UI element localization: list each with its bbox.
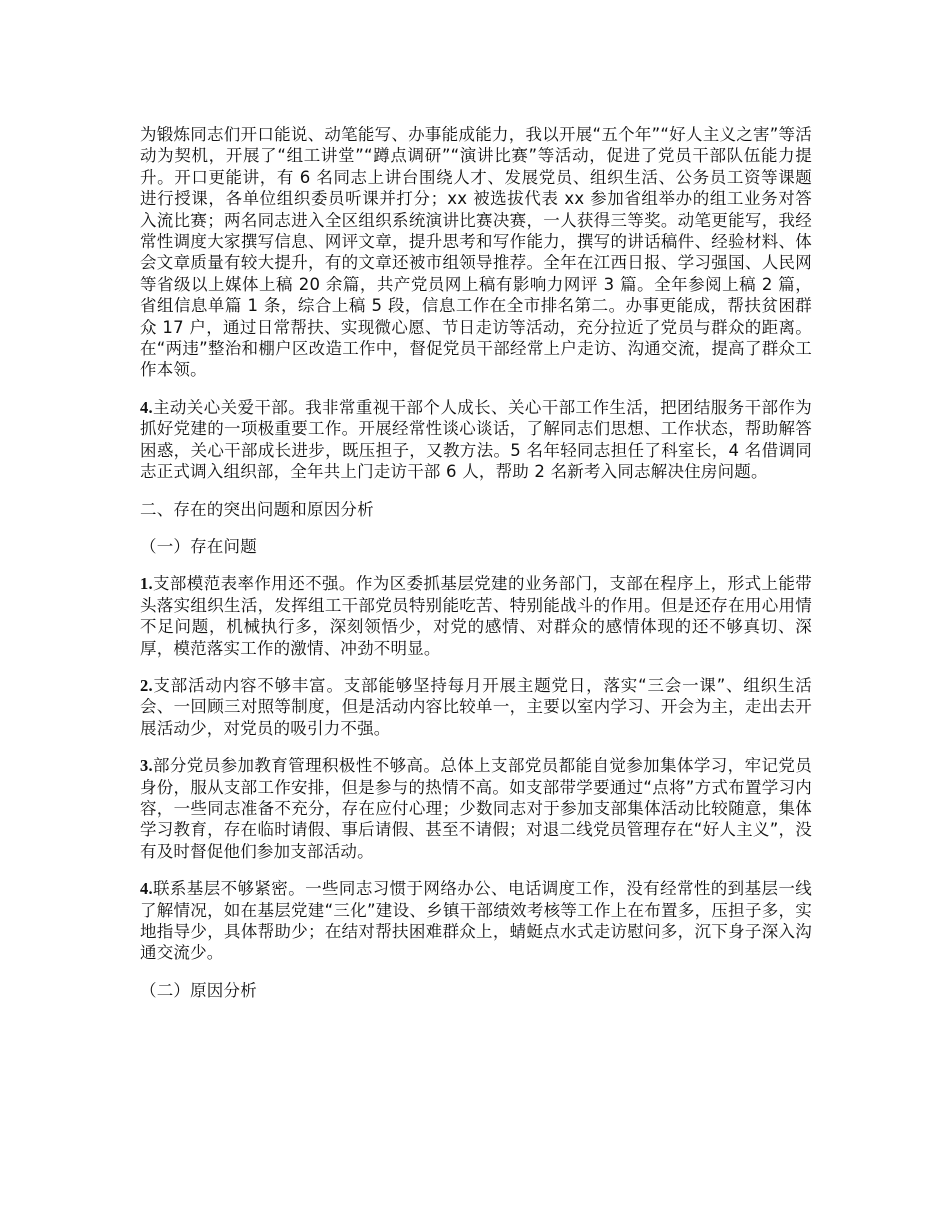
paragraph-text: 联系基层不够紧密。一些同志习惯于网络办公、电话调度工作，没有经常性的到基层一线了解情况，如在基层党建“三化”建设、乡镇干部绩效考核等工作上在布置多，压担子多，实地指导少，具体帮助少；在结对帮扶困难群众上，蜻蜓点水式走访慰问多，沉下身子深入沟通交流少。 (140, 879, 812, 963)
problem-item-4 (140, 878, 812, 964)
item-number: 1. (140, 574, 153, 594)
subsection-heading-existing-problems (140, 536, 812, 557)
paragraph-text: 部分党员参加教育管理积极性不够高。总体上支部党员都能自觉参加集体学习，牢记党员身份，服从支部工作安排，但是参与的热情不高。如支部带学要通过“点将”方式布置学习内容，一些同志准备不充分，存在应付心理；少数同志对于参加支部集体活动比较随意，集体学习教育，存在临时请假、事后请假、甚至不请假；对退二线党员管理存在“好人主义”，没有及时督促他们参加支部活动。 (140, 756, 812, 861)
item-number: 3. (140, 756, 153, 776)
document-body (140, 124, 812, 1017)
paragraph-text: 为锻炼同志们开口能说、动笔能写、办事能成能力，我以开展“五个年”“好人主义之害”等活动为契机，开展了“组工讲堂”“蹲点调研”“演讲比赛”等活动，促进了党员干部队伍能力提升。开口更能讲，有 6 名同志上讲台围绕人才、发展党员、组织生活、公务员工资等课题进行授课，各单位组织委员听课并打分；xx 被选拔代表 xx 参加省组举办的组工业务对答入流比赛；两名同志进入全区组织系统演讲比赛决赛，一人获得三等奖。动笔更能写，我经常性调度大家撰写信息、网评文章，提升思考和写作能力，撰写的讲话稿件、经验材料、体会文章质量有较大提升，有的文章还被市组领导推荐。全年在江西日报、学习强国、人民网等省级以上媒体上稿 20 余篇，共产党员网上稿有影响力网评 3 篇。全年参阅上稿 2 篇，省组信息单篇 1 条，综合上稿 5 段，信息工作在全市排名第二。办事更能成，帮扶贫困群众 17 户，通过日常帮扶、实现微心愿、节日走访等活动，充分拉近了党员与群众的距离。在“两违”整治和棚户区改造工作中，督促党员干部经常上户走访、沟通交流，提高了群众工作本领。 (140, 125, 812, 380)
subsection-heading-cause-analysis (140, 980, 812, 1001)
paragraph-text: 支部活动内容不够丰富。支部能够坚持每月开展主题党日，落实“三会一课”、组织生活会、一回顾三对照等制度，但是活动内容比较单一，主要以室内学习、开会为主，走出去开展活动少，对党员的吸引力不强。 (140, 675, 812, 738)
paragraph-text: 主动关心关爱干部。我非常重视干部个人成长、关心干部工作生活，把团结服务干部作为抓好党建的一项极重要工作。开展经常性谈心谈话，了解同志们思想、工作状态，帮助解答困惑，关心干部成长进步，既压担子，又教方法。5 名年轻同志担任了科室长，4 名借调同志正式调入组织部，全年共上门走访干部 6 人，帮助 2 名新考入同志解决住房问题。 (140, 397, 812, 482)
problem-item-2 (140, 675, 812, 739)
heading-text: 二、存在的突出问题和原因分析 (140, 499, 374, 519)
problem-item-3 (140, 755, 812, 862)
paragraph-ability-training (140, 124, 812, 381)
heading-text: （一）存在问题 (140, 536, 257, 556)
paragraph-text: 支部模范表率作用还不强。作为区委抓基层党建的业务部门，支部在程序上，形式上能带头落实组织生活，发挥组工干部党员特别能吃苦、特别能战斗的作用。但是还存在用心用情不足问题，机械执行多，深刻领悟少，对党的感情、对群众的感情体现的还不够真切、深厚，模范落实工作的激情、冲劲不明显。 (140, 574, 812, 658)
item-number: 4. (140, 397, 153, 417)
problem-item-1 (140, 573, 812, 659)
item-number: 2. (140, 675, 153, 695)
heading-text: （二）原因分析 (140, 980, 257, 1000)
section-heading-problems (140, 499, 812, 520)
item-number: 4. (140, 879, 153, 899)
paragraph-care-for-cadres (140, 397, 812, 483)
